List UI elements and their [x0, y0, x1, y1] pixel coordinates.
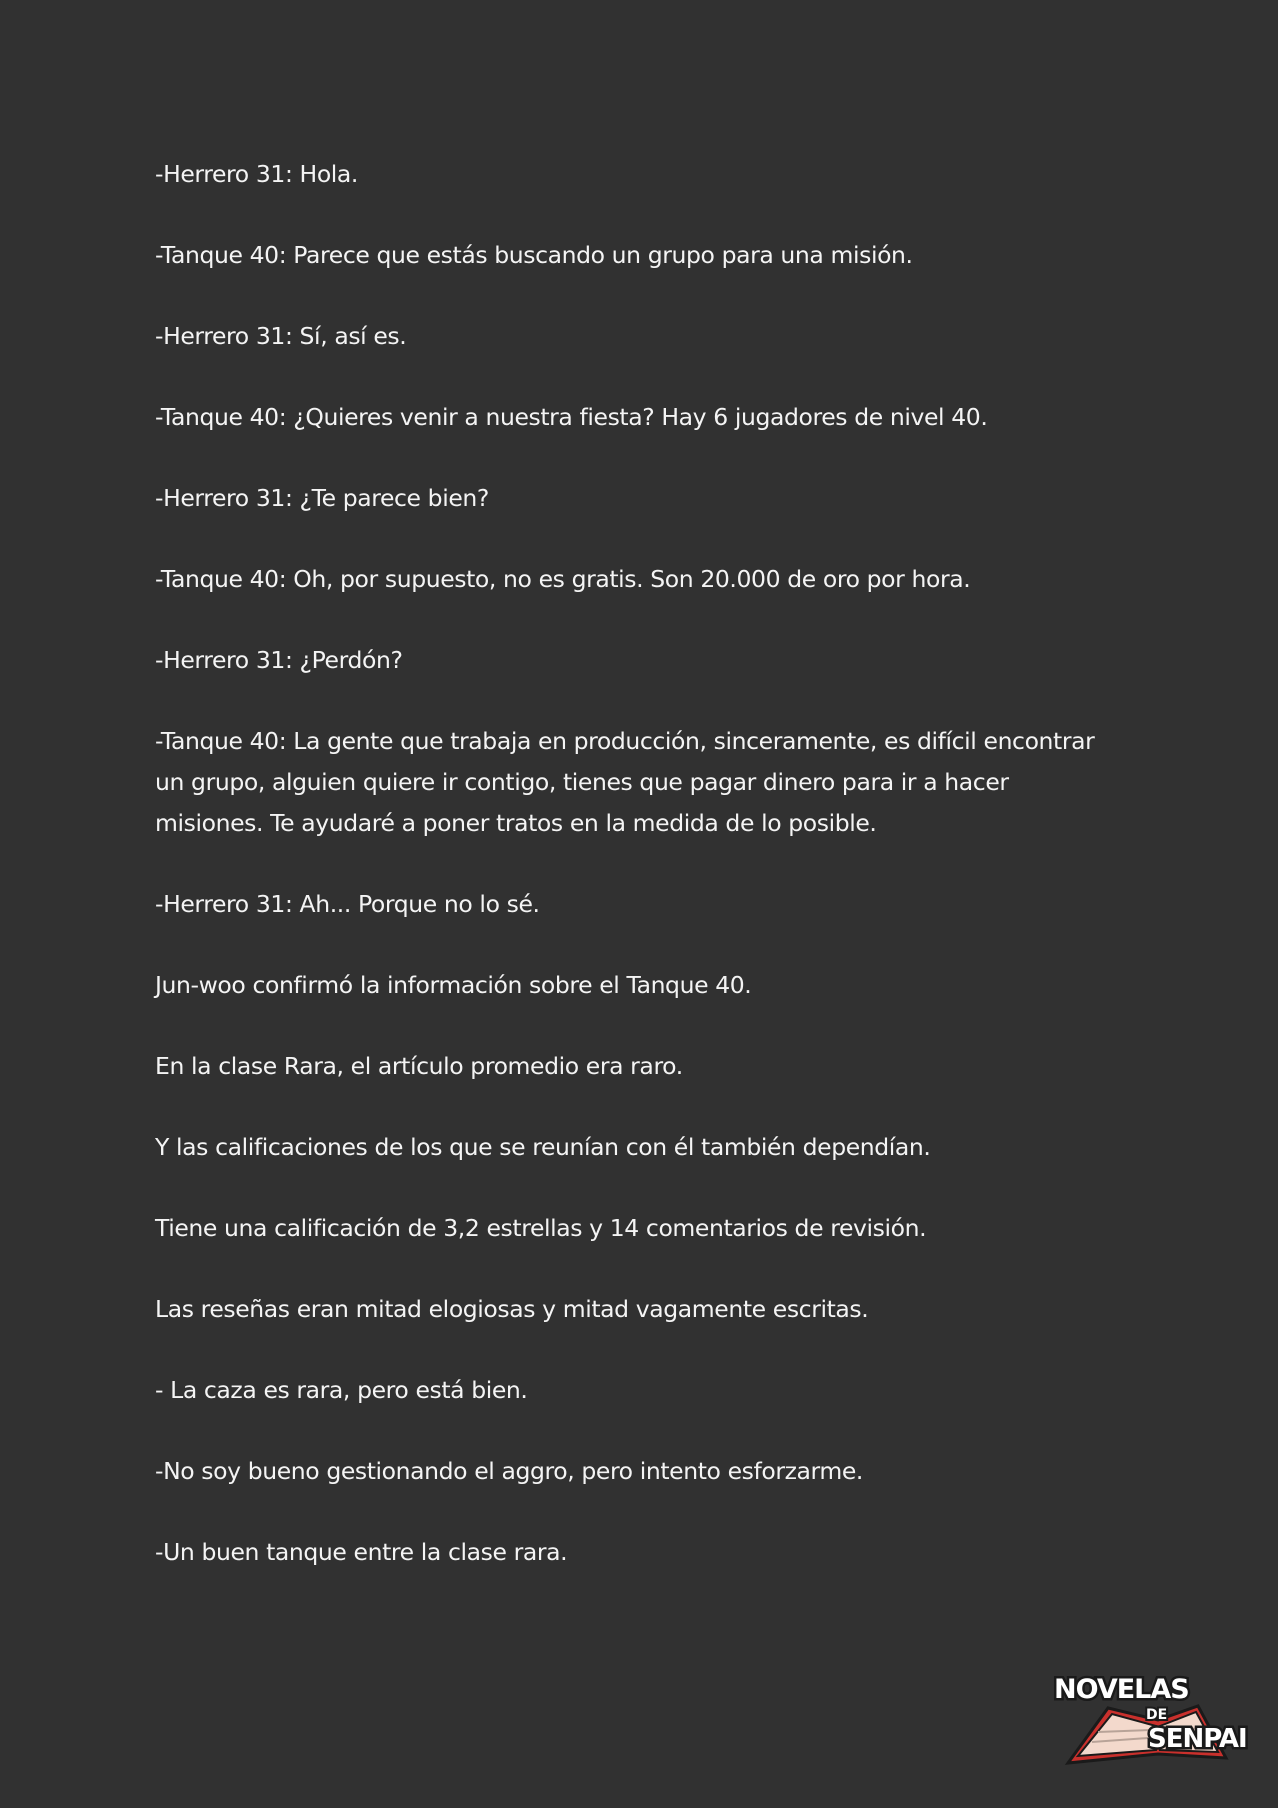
- book-logo-icon: [1048, 1668, 1258, 1768]
- paragraph-4: -Tanque 40: ¿Quieres venir a nuestra fiesta? Hay 6 jugadores de nivel 40.: [155, 403, 988, 431]
- document-body: [155, 154, 1115, 1573]
- paragraph-12: Y las calificaciones de los que se reunían con él también dependían.: [155, 1133, 931, 1161]
- paragraph-3: -Herrero 31: Sí, así es.: [155, 322, 407, 350]
- paragraph-7: -Herrero 31: ¿Perdón?: [155, 646, 403, 674]
- paragraph-11: En la clase Rara, el artículo promedio era raro.: [155, 1052, 683, 1080]
- paragraph-14: Las reseñas eran mitad elogiosas y mitad vagamente escritas.: [155, 1295, 869, 1323]
- paragraph-15: - La caza es rara, pero está bien.: [155, 1376, 528, 1404]
- paragraph-16: -No soy bueno gestionando el aggro, pero intento esforzarme.: [155, 1457, 864, 1485]
- paragraph-13: Tiene una calificación de 3,2 estrellas y 14 comentarios de revisión.: [155, 1214, 927, 1242]
- paragraph-1: -Herrero 31: Hola.: [155, 160, 358, 188]
- logo-text-senpai: SENPAI: [1148, 1724, 1247, 1754]
- paragraph-5: -Herrero 31: ¿Te parece bien?: [155, 484, 489, 512]
- paragraph-17: -Un buen tanque entre la clase rara.: [155, 1538, 568, 1566]
- paragraph-10: Jun-woo confirmó la información sobre el Tanque 40.: [155, 971, 752, 999]
- paragraph-9: -Herrero 31: Ah... Porque no lo sé.: [155, 890, 540, 918]
- paragraph-2: -Tanque 40: Parece que estás buscando un grupo para una misión.: [155, 241, 913, 269]
- paragraph-6: -Tanque 40: Oh, por supuesto, no es gratis. Son 20.000 de oro por hora.: [155, 565, 971, 593]
- logo-text-novelas: NOVELAS: [1054, 1674, 1189, 1705]
- logo-text-de: DE: [1146, 1707, 1168, 1723]
- paragraph-8: -Tanque 40: La gente que trabaja en producción, sinceramente, es difícil encontrar un grupo, alguien quiere ir contigo, tienes que pagar dinero para ir a hacer misiones. Te ayudaré a poner tratos en la medida de lo posible.: [155, 727, 1095, 837]
- novelas-de-senpai-logo: [1048, 1668, 1258, 1768]
